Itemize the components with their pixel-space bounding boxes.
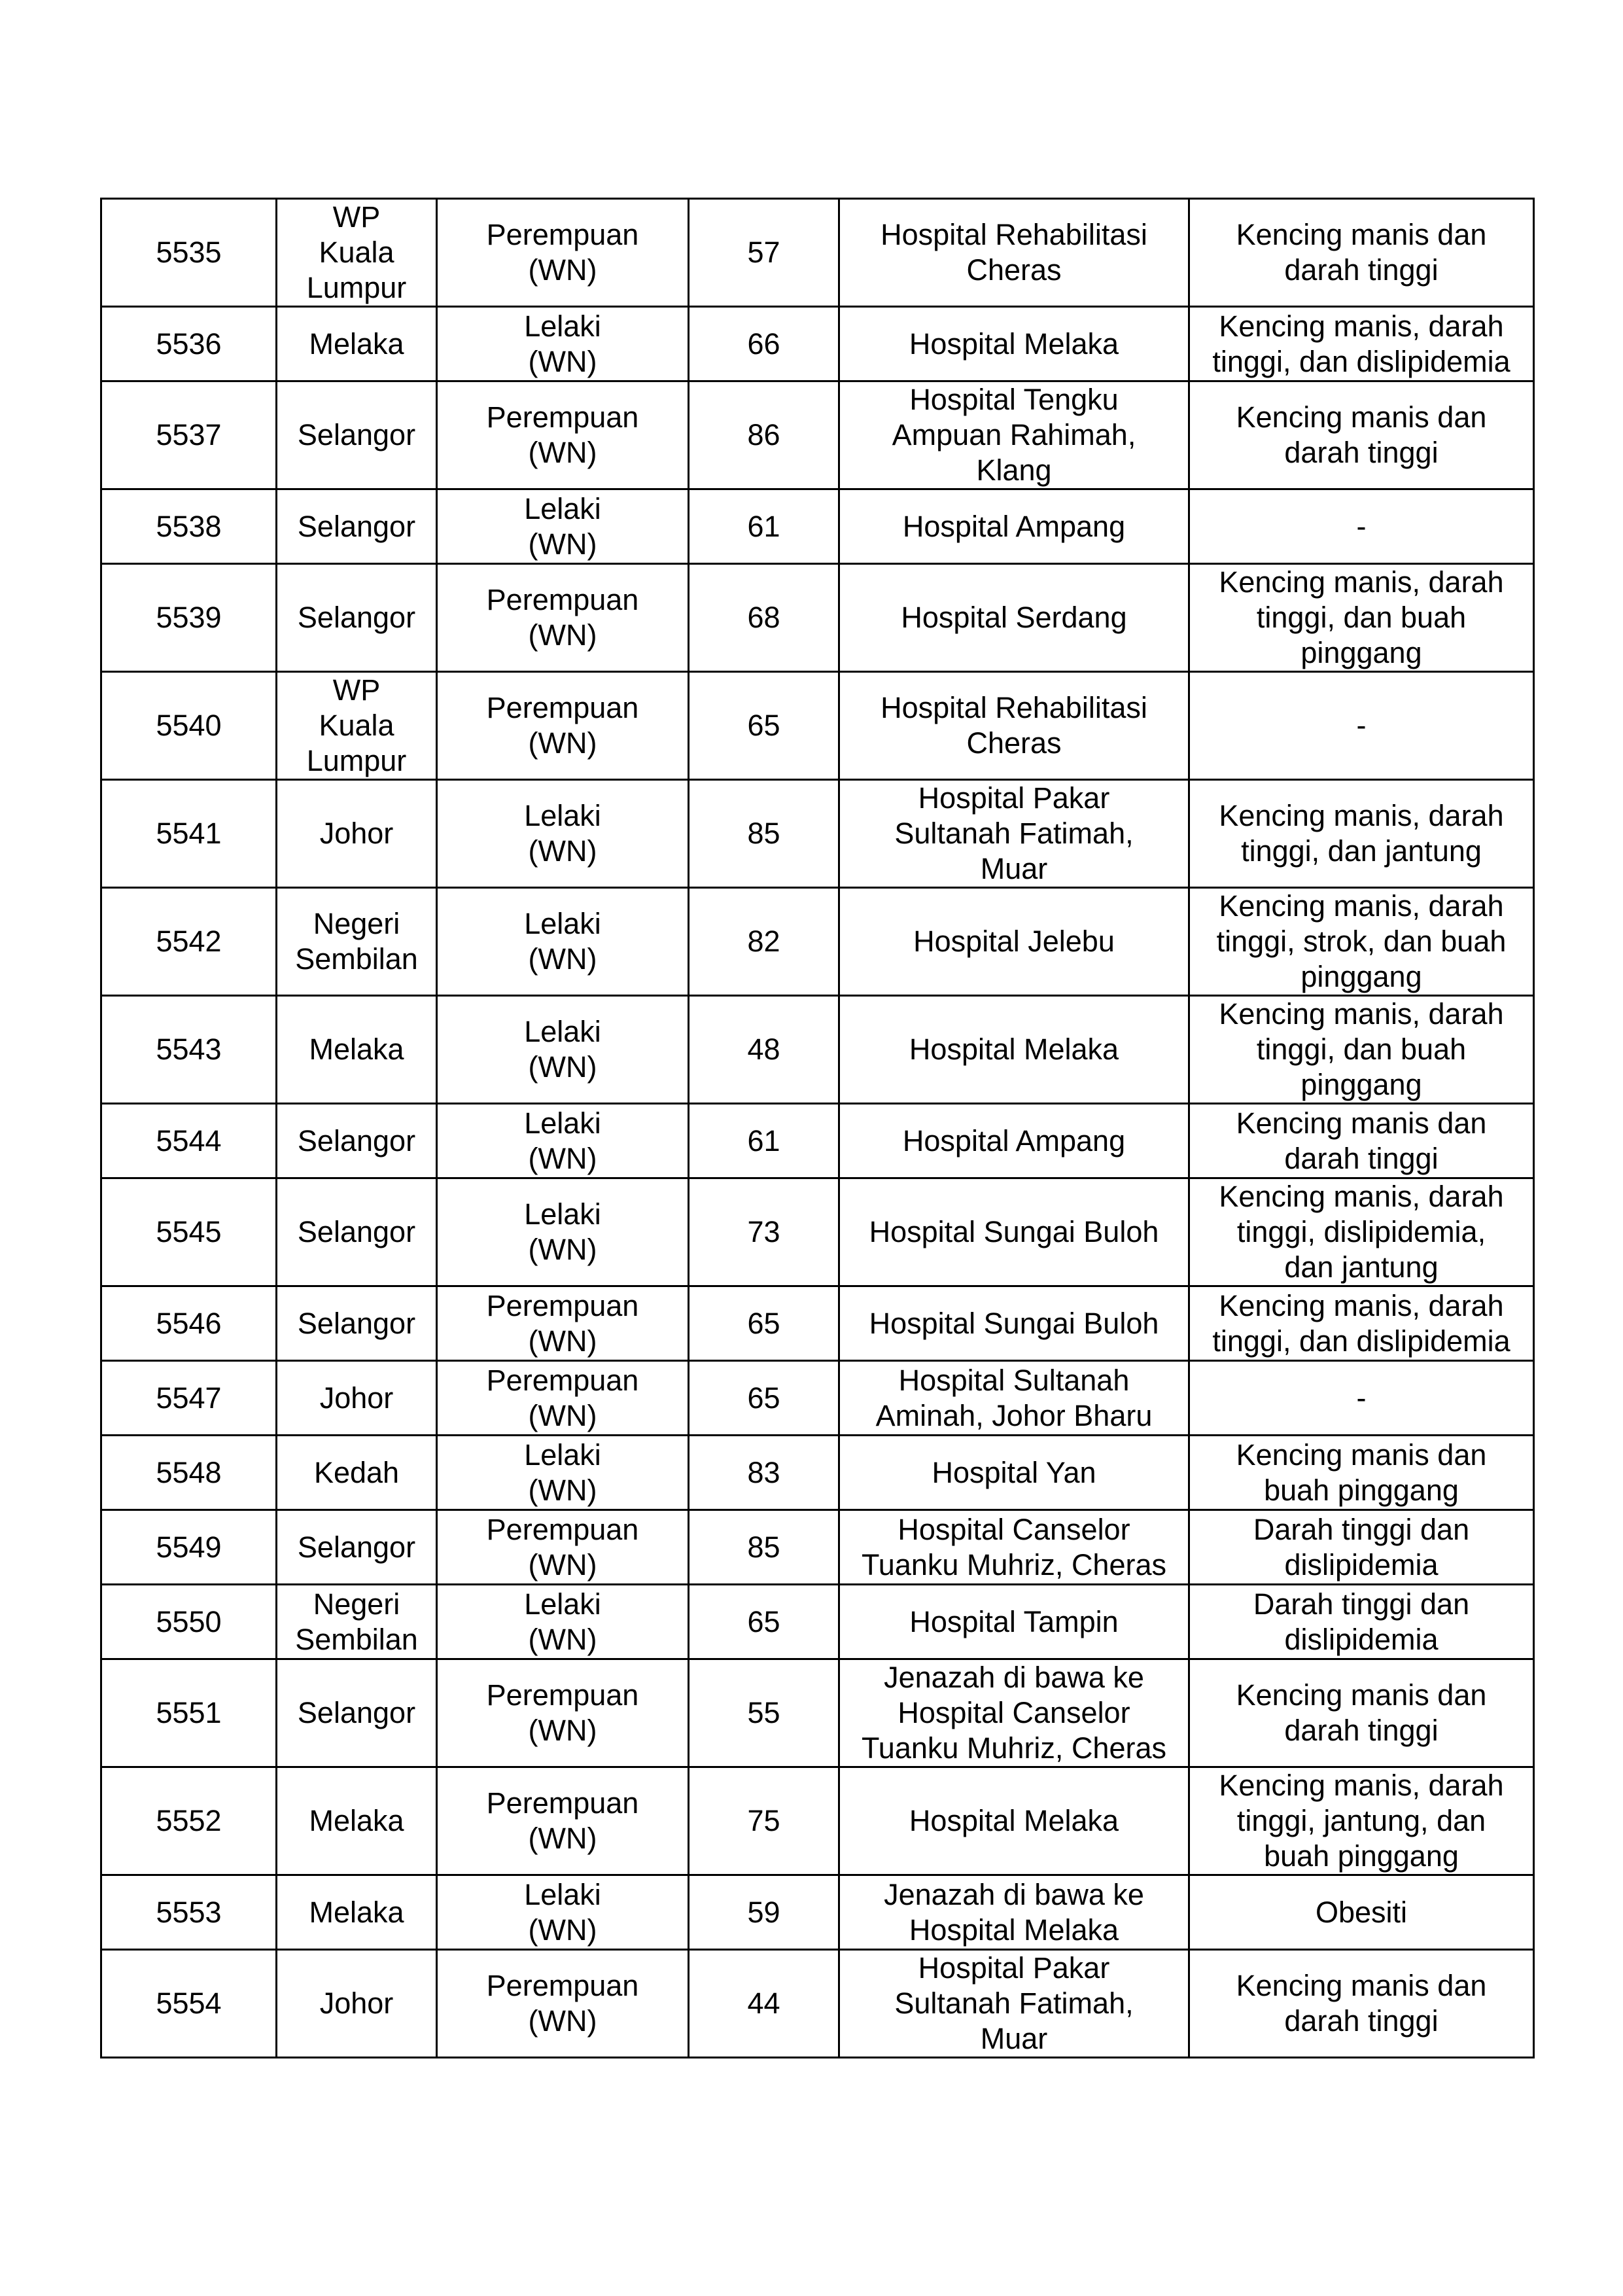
age-cell: 44 bbox=[689, 1950, 839, 2058]
case-table bbox=[100, 198, 1535, 2058]
case-number-cell: 5540 bbox=[101, 672, 277, 780]
gender-cell: Perempuan (WN) bbox=[437, 1361, 689, 1436]
state-cell: Selangor bbox=[277, 1286, 437, 1361]
state-cell: Negeri Sembilan bbox=[277, 1585, 437, 1659]
table-row bbox=[101, 1659, 1534, 1767]
gender-cell: Lelaki (WN) bbox=[437, 780, 689, 888]
age-cell: 68 bbox=[689, 564, 839, 672]
state-cell: Melaka bbox=[277, 1767, 437, 1875]
hospital-cell: Hospital Jelebu bbox=[839, 888, 1189, 996]
table-row bbox=[101, 564, 1534, 672]
condition-cell: Kencing manis, darah tinggi, dan dislipidemia bbox=[1189, 1286, 1534, 1361]
table-row bbox=[101, 1585, 1534, 1659]
age-cell: 86 bbox=[689, 381, 839, 489]
state-cell: Selangor bbox=[277, 1178, 437, 1286]
condition-cell: Kencing manis, darah tinggi, strok, dan buah pinggang bbox=[1189, 888, 1534, 996]
age-cell: 65 bbox=[689, 1286, 839, 1361]
hospital-cell: Hospital Melaka bbox=[839, 996, 1189, 1104]
condition-cell: Kencing manis, darah tinggi, dislipidemia, dan jantung bbox=[1189, 1178, 1534, 1286]
age-cell: 48 bbox=[689, 996, 839, 1104]
table-row bbox=[101, 489, 1534, 564]
state-cell: Selangor bbox=[277, 381, 437, 489]
gender-cell: Lelaki (WN) bbox=[437, 1585, 689, 1659]
table-row bbox=[101, 1104, 1534, 1178]
table-row bbox=[101, 1950, 1534, 2058]
condition-cell: - bbox=[1189, 1361, 1534, 1436]
hospital-cell: Jenazah di bawa ke Hospital Melaka bbox=[839, 1875, 1189, 1950]
age-cell: 55 bbox=[689, 1659, 839, 1767]
age-cell: 65 bbox=[689, 1585, 839, 1659]
table-row bbox=[101, 780, 1534, 888]
gender-cell: Lelaki (WN) bbox=[437, 1875, 689, 1950]
hospital-cell: Hospital Pakar Sultanah Fatimah, Muar bbox=[839, 780, 1189, 888]
gender-cell: Lelaki (WN) bbox=[437, 1178, 689, 1286]
case-number-cell: 5538 bbox=[101, 489, 277, 564]
condition-cell: Kencing manis dan darah tinggi bbox=[1189, 1950, 1534, 2058]
hospital-cell: Hospital Yan bbox=[839, 1436, 1189, 1510]
age-cell: 75 bbox=[689, 1767, 839, 1875]
state-cell: WP Kuala Lumpur bbox=[277, 672, 437, 780]
condition-cell: Kencing manis, darah tinggi, jantung, dan buah pinggang bbox=[1189, 1767, 1534, 1875]
gender-cell: Lelaki (WN) bbox=[437, 1436, 689, 1510]
state-cell: Negeri Sembilan bbox=[277, 888, 437, 996]
gender-cell: Perempuan (WN) bbox=[437, 1767, 689, 1875]
case-number-cell: 5546 bbox=[101, 1286, 277, 1361]
condition-cell: Kencing manis, darah tinggi, dan jantung bbox=[1189, 780, 1534, 888]
age-cell: 73 bbox=[689, 1178, 839, 1286]
state-cell: Johor bbox=[277, 1361, 437, 1436]
age-cell: 61 bbox=[689, 489, 839, 564]
case-number-cell: 5544 bbox=[101, 1104, 277, 1178]
condition-cell: Kencing manis, darah tinggi, dan dislipidemia bbox=[1189, 307, 1534, 381]
hospital-cell: Hospital Sungai Buloh bbox=[839, 1178, 1189, 1286]
gender-cell: Perempuan (WN) bbox=[437, 381, 689, 489]
case-number-cell: 5548 bbox=[101, 1436, 277, 1510]
condition-cell: Kencing manis dan darah tinggi bbox=[1189, 1659, 1534, 1767]
age-cell: 61 bbox=[689, 1104, 839, 1178]
condition-cell: Kencing manis, darah tinggi, dan buah pinggang bbox=[1189, 996, 1534, 1104]
table-row bbox=[101, 1286, 1534, 1361]
age-cell: 65 bbox=[689, 1361, 839, 1436]
condition-cell: Kencing manis dan darah tinggi bbox=[1189, 1104, 1534, 1178]
state-cell: Kedah bbox=[277, 1436, 437, 1510]
age-cell: 83 bbox=[689, 1436, 839, 1510]
case-number-cell: 5551 bbox=[101, 1659, 277, 1767]
state-cell: Johor bbox=[277, 1950, 437, 2058]
table-row bbox=[101, 1361, 1534, 1436]
condition-cell: - bbox=[1189, 672, 1534, 780]
state-cell: Johor bbox=[277, 780, 437, 888]
condition-cell: Darah tinggi dan dislipidemia bbox=[1189, 1510, 1534, 1585]
case-number-cell: 5552 bbox=[101, 1767, 277, 1875]
hospital-cell: Hospital Melaka bbox=[839, 1767, 1189, 1875]
table-row bbox=[101, 1178, 1534, 1286]
state-cell: Selangor bbox=[277, 1104, 437, 1178]
gender-cell: Perempuan (WN) bbox=[437, 1510, 689, 1585]
gender-cell: Perempuan (WN) bbox=[437, 1950, 689, 2058]
table-row bbox=[101, 1436, 1534, 1510]
hospital-cell: Hospital Sultanah Aminah, Johor Bharu bbox=[839, 1361, 1189, 1436]
hospital-cell: Hospital Ampang bbox=[839, 489, 1189, 564]
gender-cell: Perempuan (WN) bbox=[437, 1286, 689, 1361]
hospital-cell: Hospital Melaka bbox=[839, 307, 1189, 381]
case-number-cell: 5547 bbox=[101, 1361, 277, 1436]
gender-cell: Perempuan (WN) bbox=[437, 199, 689, 307]
gender-cell: Lelaki (WN) bbox=[437, 489, 689, 564]
hospital-cell: Hospital Ampang bbox=[839, 1104, 1189, 1178]
age-cell: 65 bbox=[689, 672, 839, 780]
gender-cell: Lelaki (WN) bbox=[437, 996, 689, 1104]
age-cell: 59 bbox=[689, 1875, 839, 1950]
table-row bbox=[101, 1767, 1534, 1875]
case-number-cell: 5549 bbox=[101, 1510, 277, 1585]
age-cell: 85 bbox=[689, 780, 839, 888]
hospital-cell: Hospital Pakar Sultanah Fatimah, Muar bbox=[839, 1950, 1189, 2058]
state-cell: WP Kuala Lumpur bbox=[277, 199, 437, 307]
hospital-cell: Hospital Rehabilitasi Cheras bbox=[839, 672, 1189, 780]
condition-cell: - bbox=[1189, 489, 1534, 564]
case-number-cell: 5543 bbox=[101, 996, 277, 1104]
case-number-cell: 5537 bbox=[101, 381, 277, 489]
condition-cell: Darah tinggi dan dislipidemia bbox=[1189, 1585, 1534, 1659]
case-number-cell: 5536 bbox=[101, 307, 277, 381]
table-row bbox=[101, 307, 1534, 381]
table-row bbox=[101, 1875, 1534, 1950]
state-cell: Selangor bbox=[277, 564, 437, 672]
table-row bbox=[101, 199, 1534, 307]
table-row bbox=[101, 381, 1534, 489]
condition-cell: Obesiti bbox=[1189, 1875, 1534, 1950]
age-cell: 66 bbox=[689, 307, 839, 381]
hospital-cell: Hospital Rehabilitasi Cheras bbox=[839, 199, 1189, 307]
table-row bbox=[101, 672, 1534, 780]
case-number-cell: 5545 bbox=[101, 1178, 277, 1286]
hospital-cell: Hospital Canselor Tuanku Muhriz, Cheras bbox=[839, 1510, 1189, 1585]
state-cell: Selangor bbox=[277, 1659, 437, 1767]
gender-cell: Lelaki (WN) bbox=[437, 307, 689, 381]
table-row bbox=[101, 888, 1534, 996]
case-number-cell: 5539 bbox=[101, 564, 277, 672]
hospital-cell: Hospital Sungai Buloh bbox=[839, 1286, 1189, 1361]
table-row bbox=[101, 996, 1534, 1104]
hospital-cell: Jenazah di bawa ke Hospital Canselor Tuanku Muhriz, Cheras bbox=[839, 1659, 1189, 1767]
table-row bbox=[101, 1510, 1534, 1585]
age-cell: 85 bbox=[689, 1510, 839, 1585]
state-cell: Selangor bbox=[277, 1510, 437, 1585]
hospital-cell: Hospital Tengku Ampuan Rahimah, Klang bbox=[839, 381, 1189, 489]
case-number-cell: 5550 bbox=[101, 1585, 277, 1659]
hospital-cell: Hospital Serdang bbox=[839, 564, 1189, 672]
gender-cell: Perempuan (WN) bbox=[437, 1659, 689, 1767]
case-number-cell: 5554 bbox=[101, 1950, 277, 2058]
case-number-cell: 5535 bbox=[101, 199, 277, 307]
case-number-cell: 5553 bbox=[101, 1875, 277, 1950]
gender-cell: Perempuan (WN) bbox=[437, 672, 689, 780]
condition-cell: Kencing manis dan darah tinggi bbox=[1189, 199, 1534, 307]
age-cell: 57 bbox=[689, 199, 839, 307]
state-cell: Melaka bbox=[277, 996, 437, 1104]
state-cell: Melaka bbox=[277, 1875, 437, 1950]
gender-cell: Lelaki (WN) bbox=[437, 888, 689, 996]
state-cell: Melaka bbox=[277, 307, 437, 381]
hospital-cell: Hospital Tampin bbox=[839, 1585, 1189, 1659]
age-cell: 82 bbox=[689, 888, 839, 996]
gender-cell: Perempuan (WN) bbox=[437, 564, 689, 672]
condition-cell: Kencing manis, darah tinggi, dan buah pinggang bbox=[1189, 564, 1534, 672]
condition-cell: Kencing manis dan buah pinggang bbox=[1189, 1436, 1534, 1510]
gender-cell: Lelaki (WN) bbox=[437, 1104, 689, 1178]
state-cell: Selangor bbox=[277, 489, 437, 564]
case-number-cell: 5541 bbox=[101, 780, 277, 888]
case-number-cell: 5542 bbox=[101, 888, 277, 996]
condition-cell: Kencing manis dan darah tinggi bbox=[1189, 381, 1534, 489]
